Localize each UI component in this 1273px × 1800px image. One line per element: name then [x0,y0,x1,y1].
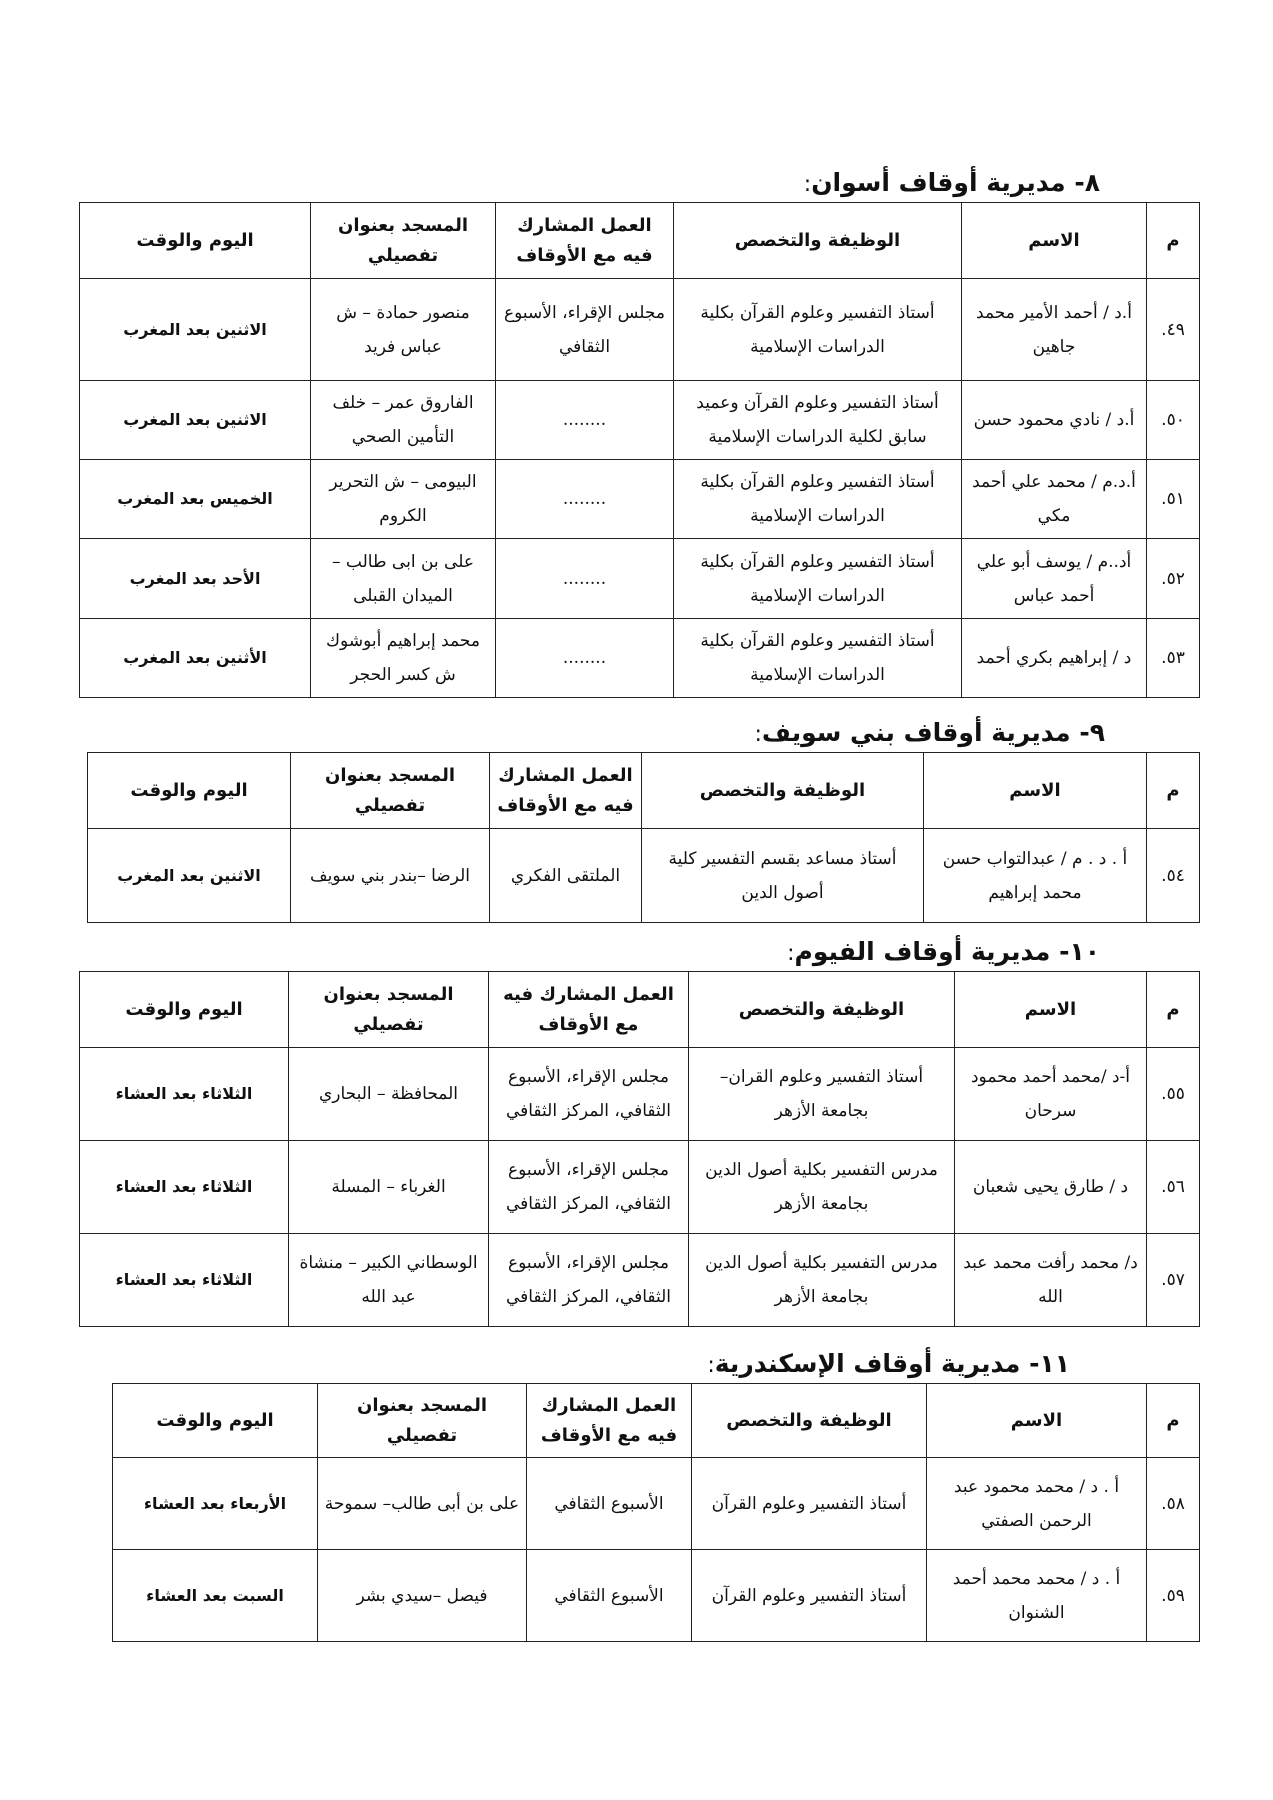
row-name: أ . د . م / عبدالتواب حسن محمد إبراهيم [924,829,1147,923]
section-aswan [80,164,1200,698]
table-row [80,539,1200,619]
row-name: أد..م / يوسف أبو علي أحمد عباس [962,539,1147,619]
col-header-name: الاسم [955,972,1147,1048]
table-row [80,1141,1200,1234]
col-header-num: م [1147,1384,1200,1458]
aswan-table [79,202,1200,698]
fayoum-table [79,971,1200,1327]
col-header-job: الوظيفة والتخصص [689,972,955,1048]
row-job: أستاذ التفسير وعلوم القرآن بكلية الدراسات الإسلامية [674,539,962,619]
table-row [80,279,1200,381]
row-work: الأسبوع الثقافي [527,1550,692,1642]
row-work: ........ [496,539,674,619]
col-header-mosque: المسجد بعنوان تفصيلي [318,1384,527,1458]
section-fayoum [80,933,1200,1327]
row-day: الأربعاء بعد العشاء [113,1458,318,1550]
row-num: ٥٠. [1147,381,1200,460]
col-header-mosque: المسجد بعنوان تفصيلي [289,972,489,1048]
row-work: الأسبوع الثقافي [527,1458,692,1550]
table-row [80,460,1200,539]
col-header-work: العمل المشارك فيه مع الأوقاف [527,1384,692,1458]
row-mosque: فيصل –سيدي بشر [318,1550,527,1642]
col-header-mosque: المسجد بعنوان تفصيلي [291,753,490,829]
row-job: أستاذ التفسير وعلوم القران– بجامعة الأزهر [689,1048,955,1141]
col-header-job: الوظيفة والتخصص [674,203,962,279]
table-row [88,829,1200,923]
row-name: أ.د / أحمد الأمير محمد جاهين [962,279,1147,381]
row-num: ٤٩. [1147,279,1200,381]
col-header-work: العمل المشارك فيه مع الأوقاف [490,753,642,829]
row-work: مجلس الإقراء، الأسبوع الثقافي، المركز الثقافي [489,1234,689,1327]
row-num: ٥٥. [1147,1048,1200,1141]
row-num: ٥١. [1147,460,1200,539]
row-work: الملتقى الفكري [490,829,642,923]
table-row [80,619,1200,698]
col-header-name: الاسم [962,203,1147,279]
row-job: مدرس التفسير بكلية أصول الدين بجامعة الأزهر [689,1141,955,1234]
row-mosque: الغرباء – المسلة [289,1141,489,1234]
row-day: السبت بعد العشاء [113,1550,318,1642]
row-num: ٥٨. [1147,1458,1200,1550]
col-header-day: اليوم والوقت [80,203,311,279]
section-title: ١١- مديرية أوقاف الإسكندرية: [707,1349,1070,1378]
col-header-num: م [1147,972,1200,1048]
col-header-day: اليوم والوقت [113,1384,318,1458]
row-mosque: الرضا –بندر بني سويف [291,829,490,923]
row-work: مجلس الإقراء، الأسبوع الثقافي، المركز الثقافي [489,1048,689,1141]
row-job: أستاذ التفسير وعلوم القرآن بكلية الدراسات الإسلامية [674,460,962,539]
row-day: الخميس بعد المغرب [80,460,311,539]
table-row [80,381,1200,460]
table-row [80,1234,1200,1327]
row-day: الاثنين بعد المغرب [80,381,311,460]
row-num: ٥٦. [1147,1141,1200,1234]
row-num: ٥٩. [1147,1550,1200,1642]
section-alexandria [113,1345,1200,1642]
section-title: ١٠- مديرية أوقاف الفيوم: [787,937,1100,966]
row-job: مدرس التفسير بكلية أصول الدين بجامعة الأزهر [689,1234,955,1327]
row-name: د / طارق يحيى شعبان [955,1141,1147,1234]
section-title: ٨- مديرية أوقاف أسوان: [803,168,1100,197]
col-header-work: العمل المشارك فيه مع الأوقاف [489,972,689,1048]
row-name: د/ محمد رأفت محمد عبد الله [955,1234,1147,1327]
row-mosque: منصور حمادة – ش عباس فريد [311,279,496,381]
row-job: أستاذ مساعد بقسم التفسير كلية أصول الدين [642,829,924,923]
alexandria-table [112,1383,1200,1642]
row-work: ........ [496,381,674,460]
row-mosque: على بن ابى طالب – الميدان القبلى [311,539,496,619]
col-header-num: م [1147,753,1200,829]
row-day: الاثنين بعد المغرب [88,829,291,923]
table-row [113,1550,1200,1642]
row-work: ........ [496,460,674,539]
row-name: أ-د /محمد أحمد محمود سرحان [955,1048,1147,1141]
col-header-mosque: المسجد بعنوان تفصيلي [311,203,496,279]
beni-suef-table [87,752,1200,923]
row-mosque: محمد إبراهيم أبوشوك ش كسر الحجر [311,619,496,698]
col-header-day: اليوم والوقت [80,972,289,1048]
col-header-job: الوظيفة والتخصص [692,1384,927,1458]
row-day: الثلاثاء بعد العشاء [80,1048,289,1141]
col-header-num: م [1147,203,1200,279]
row-work: مجلس الإقراء، الأسبوع الثقافي، المركز الثقافي [489,1141,689,1234]
row-num: ٥٧. [1147,1234,1200,1327]
row-mosque: البيومى – ش التحرير الكروم [311,460,496,539]
row-work: مجلس الإقراء، الأسبوع الثقافي [496,279,674,381]
row-day: الثلاثاء بعد العشاء [80,1141,289,1234]
row-name: أ . د / محمد محمود عبد الرحمن الصفتي [927,1458,1147,1550]
table-row [80,1048,1200,1141]
section-title: ٩- مديرية أوقاف بني سويف: [754,718,1105,747]
col-header-day: اليوم والوقت [88,753,291,829]
col-header-name: الاسم [924,753,1147,829]
row-num: ٥٢. [1147,539,1200,619]
table-row [113,1458,1200,1550]
col-header-name: الاسم [927,1384,1147,1458]
section-beni-suef [88,714,1200,923]
row-mosque: الوسطاني الكبير – منشاة عبد الله [289,1234,489,1327]
row-name: أ.د.م / محمد علي أحمد مكي [962,460,1147,539]
row-day: الأحد بعد المغرب [80,539,311,619]
row-mosque: الفاروق عمر – خلف التأمين الصحي [311,381,496,460]
row-name: أ.د / نادي محمود حسن [962,381,1147,460]
row-day: الثلاثاء بعد العشاء [80,1234,289,1327]
row-name: أ . د / محمد محمد أحمد الشنوان [927,1550,1147,1642]
row-job: أستاذ التفسير وعلوم القرآن وعميد سابق لكلية الدراسات الإسلامية [674,381,962,460]
row-job: أستاذ التفسير وعلوم القرآن [692,1550,927,1642]
row-job: أستاذ التفسير وعلوم القرآن بكلية الدراسات الإسلامية [674,619,962,698]
row-num: ٥٣. [1147,619,1200,698]
row-day: الاثنين بعد المغرب [80,279,311,381]
row-mosque: المحافظة – البحاري [289,1048,489,1141]
row-name: د / إبراهيم بكري أحمد [962,619,1147,698]
row-day: الأثنين بعد المغرب [80,619,311,698]
row-work: ........ [496,619,674,698]
row-mosque: على بن أبى طالب– سموحة [318,1458,527,1550]
row-job: أستاذ التفسير وعلوم القرآن [692,1458,927,1550]
col-header-job: الوظيفة والتخصص [642,753,924,829]
col-header-work: العمل المشارك فيه مع الأوقاف [496,203,674,279]
row-job: أستاذ التفسير وعلوم القرآن بكلية الدراسات الإسلامية [674,279,962,381]
row-num: ٥٤. [1147,829,1200,923]
